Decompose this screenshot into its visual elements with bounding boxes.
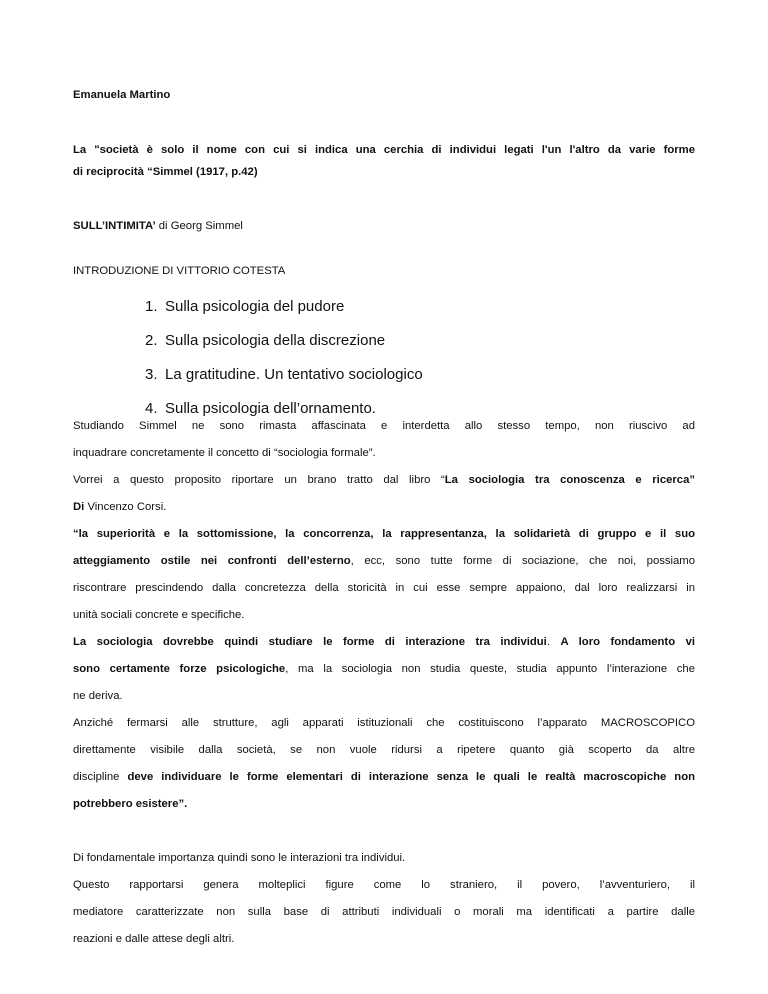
body-line: Studiando Simmel ne sono rimasta affascinata e interdetta allo stesso tempo, non riuscivo ad — [73, 420, 695, 432]
body-line: potrebbero esistere”. — [73, 798, 188, 810]
body-line: direttamente visibile dalla società, se non vuole ridursi a ripetere quanto già scoperto da altre — [73, 744, 695, 756]
body-line: Vorrei a questo proposito riportare un brano tratto dal libro “La sociologia tra conoscenza e ricerca” — [73, 474, 695, 486]
toc-item: 2. Sulla psicologia della discrezione — [145, 332, 386, 349]
toc-item: 4. Sulla psicologia dell’ornamento. — [145, 400, 376, 417]
body-line: Questo rapportarsi genera molteplici figure come lo straniero, il povero, l’avventuriero, il — [73, 879, 695, 891]
body-line: atteggiamento ostile nei confronti dell’esterno, ecc, sono tutte forme di sociazione, che noi, possiamo — [73, 555, 696, 567]
body-line: riscontrare prescindendo dalla concretezza della storicità in cui esse sempre appaiono, dal loro realizzarsi in — [73, 582, 695, 594]
body-line: “la superiorità e la sottomissione, la concorrenza, la rappresentanza, la solidarietà di gruppo e il suo — [73, 528, 695, 540]
body-line: inquadrare concretamente il concetto di “sociologia formale”. — [73, 447, 376, 459]
body-line: reazioni e dalle attese degli altri. — [73, 933, 235, 945]
body-line: mediatore caratterizzate non sulla base di attributi individuali o morali ma identificati a partire dalle — [73, 906, 695, 918]
body-line: La sociologia dovrebbe quindi studiare le forme di interazione tra individui. A loro fondamento vi — [73, 636, 695, 648]
work-heading — [73, 212, 695, 240]
author-name: Emanuela Martino — [73, 89, 171, 101]
body-line: discipline deve individuare le forme elementari di interazione senza le quali le realtà macroscopiche non — [73, 771, 695, 783]
toc-item: 3. La gratitudine. Un tentativo sociologico — [145, 366, 423, 383]
body-line: Di Vincenzo Corsi. — [73, 501, 167, 513]
body-line: ne deriva. — [73, 690, 123, 702]
body-line: unità sociali concrete e specifiche. — [73, 609, 245, 621]
introduction-heading: INTRODUZIONE DI VITTORIO COTESTA — [73, 265, 286, 277]
work-author: di Georg Simmel — [155, 220, 243, 232]
toc-item: 1. Sulla psicologia del pudore — [145, 298, 345, 315]
epigraph-line-1: La "società è solo il nome con cui si indica una cerchia di individui legati l'un l'altro da varie forme — [73, 144, 695, 156]
table-of-contents — [145, 290, 625, 426]
work-title: SULL’INTIMITA’ — [73, 220, 156, 232]
body-line: Anziché fermarsi alle strutture, agli apparati istituzionali che costituiscono l’apparato MACROSCOPICO — [73, 717, 695, 729]
epigraph-line-2: di reciprocità “Simmel (1917, p.42) — [73, 166, 258, 178]
body-line: Di fondamentale importanza quindi sono le interazioni tra individui. — [73, 852, 406, 864]
body-line: sono certamente forze psicologiche, ma la sociologia non studia queste, studia appunto l’interazione che — [73, 663, 695, 675]
